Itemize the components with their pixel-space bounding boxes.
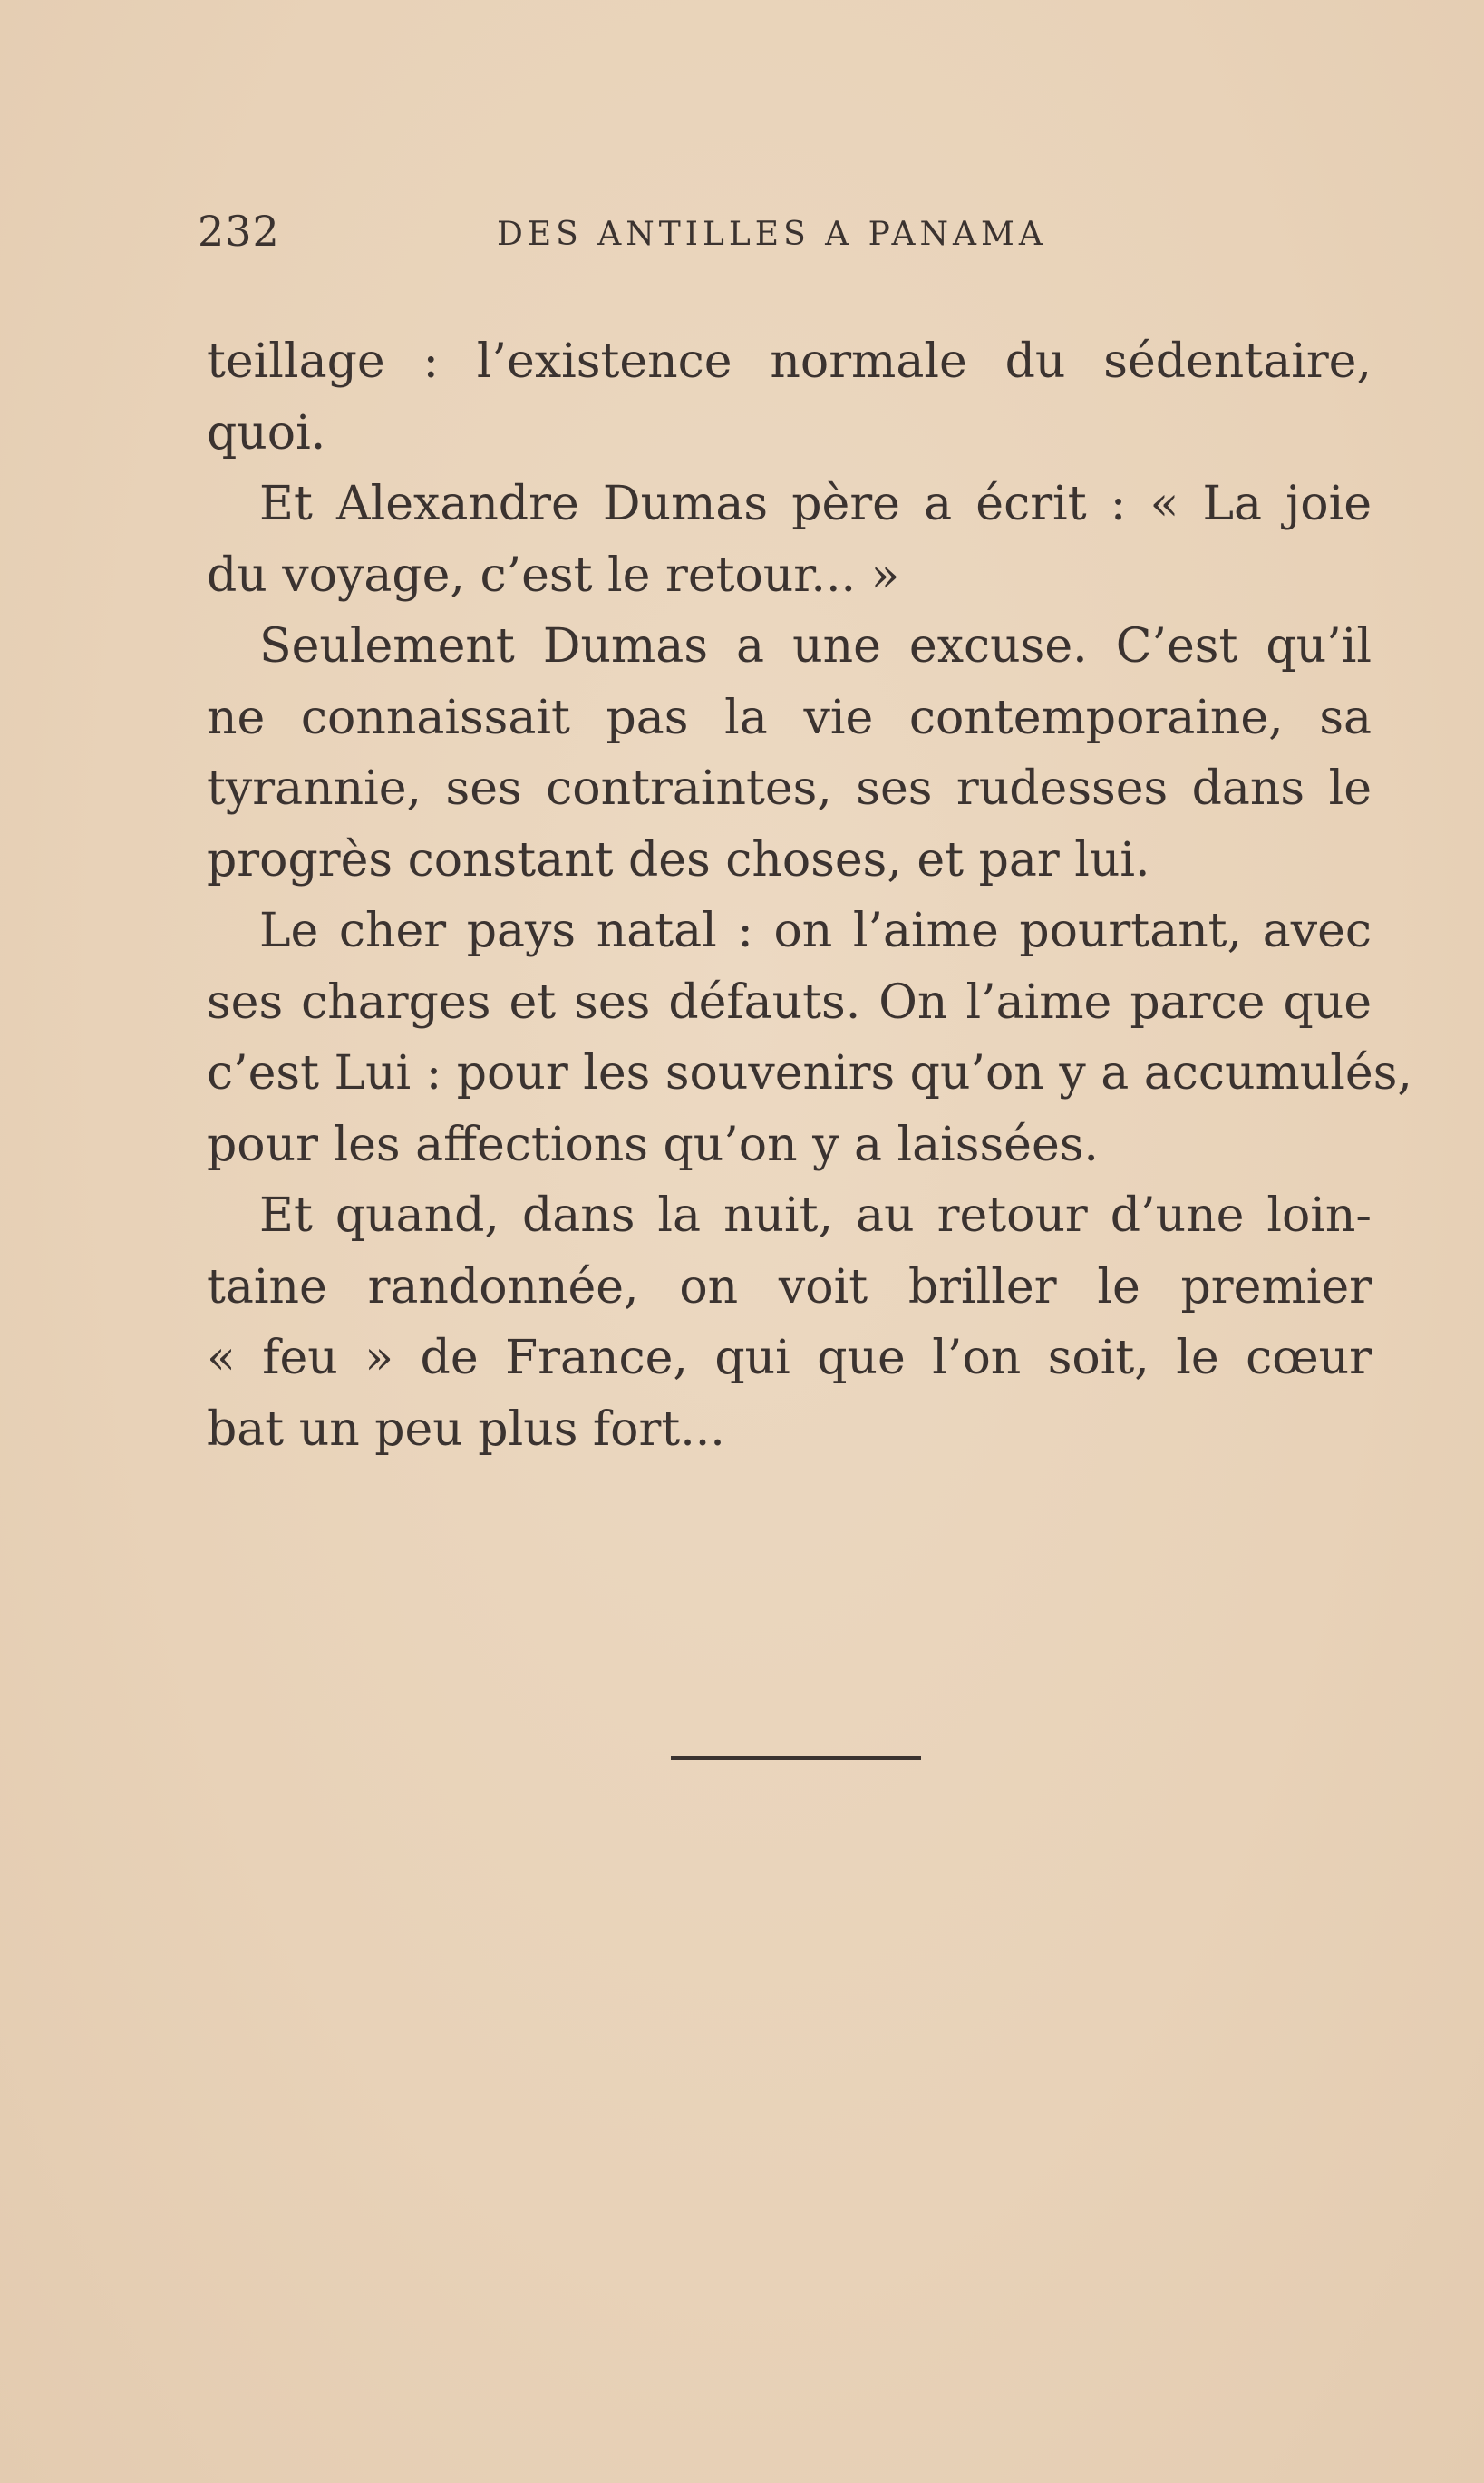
text-line: ses charges et ses défauts. On l’aime parce que: [207, 975, 1372, 1030]
text-line: teillage : l’existence normale du sédentaire,: [207, 335, 1372, 389]
text-line: « feu » de France, qui que l’on soit, le cœur: [207, 1331, 1372, 1385]
text-line: progrès constant des choses, et par lui.: [207, 832, 1150, 887]
text-line: Et Alexandre Dumas père a écrit : « La joie: [259, 477, 1372, 531]
page-number: 232: [198, 207, 280, 256]
text-line: ne connaissait pas la vie contemporaine, sa: [207, 690, 1372, 745]
text-line: Le cher pays natal : on l’aime pourtant, avec: [259, 904, 1372, 958]
text-line: quoi.: [207, 405, 326, 461]
text-line: pour les affections qu’on y a laissées.: [207, 1117, 1099, 1172]
text-line: taine randonnée, on voit briller le premier: [207, 1259, 1372, 1314]
text-line: tyrannie, ses contraintes, ses rudesses dans le: [207, 761, 1372, 816]
section-end-rule: [671, 1756, 921, 1760]
text-line: Et quand, dans la nuit, au retour d’une loin-: [259, 1188, 1372, 1243]
text-line: du voyage, c’est le retour... »: [207, 548, 900, 603]
text-line: c’est Lui : pour les souvenirs qu’on y a accumulés,: [207, 1046, 1412, 1101]
running-head: [198, 207, 1376, 261]
running-title: DES ANTILLES A PANAMA: [497, 216, 1047, 253]
body-text: [207, 326, 1412, 1465]
text-line: Seulement Dumas a une excuse. C’est qu’il: [259, 619, 1372, 674]
text-line: bat un peu plus fort...: [207, 1402, 725, 1457]
